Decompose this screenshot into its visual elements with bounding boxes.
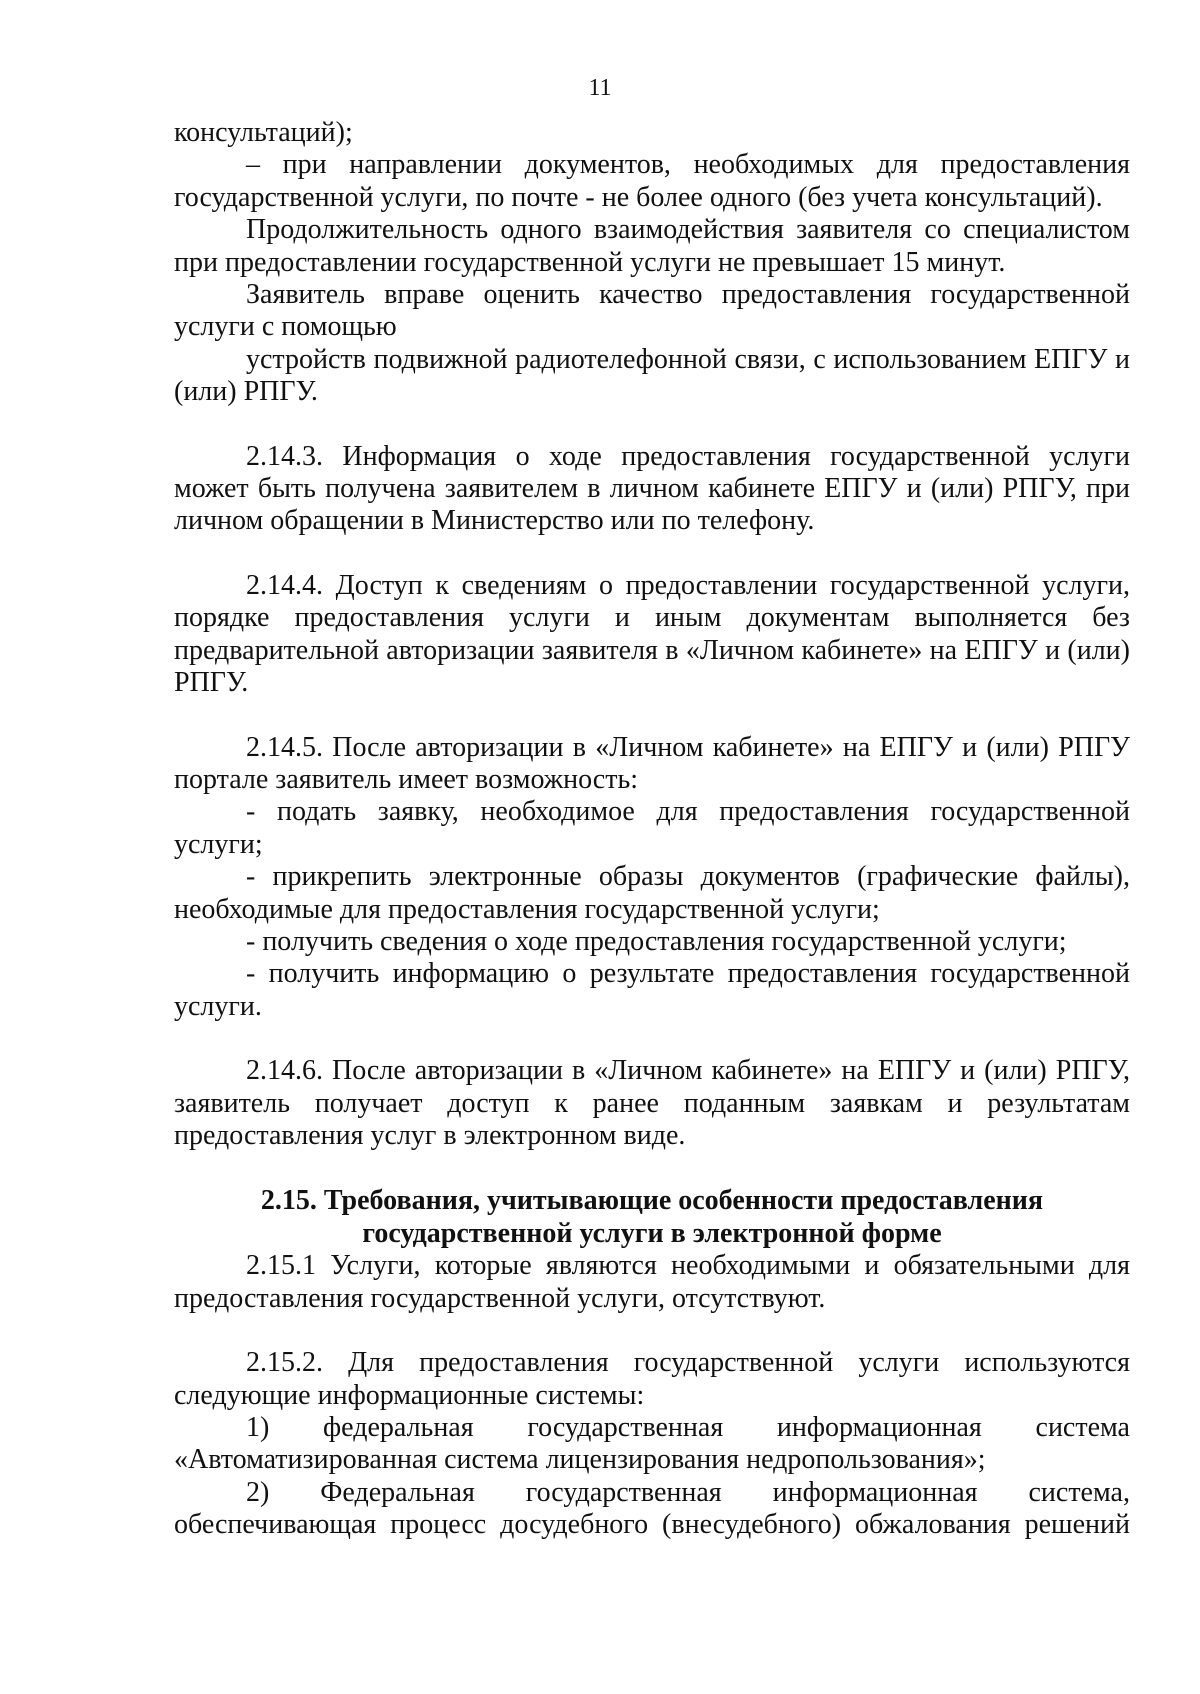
paragraph: – при направлении документов, необходимых для предоставления государственной услуги, по почте - не более одного (без учета консультаций). <box>174 149 1130 213</box>
section-heading-line: государственной услуги в электронной форме <box>362 1218 942 1250</box>
list-item: - прикрепить электронные образы документов (графические файлы), необходимые для предоставления государственной услуги; <box>174 861 1130 925</box>
paragraph-2-14-5: 2.14.5. После авторизации в «Личном кабинете» на ЕПГУ и (или) РПГУ портале заявитель имеет возможность: <box>174 731 1130 795</box>
section-heading-line: 2.15. Требования, учитывающие особенности предоставления <box>260 1185 1044 1217</box>
paragraph-2-14-3: 2.14.3. Информация о ходе предоставления государственной услуги может быть получена заявителем в личном кабинете ЕПГУ и (или) РПГУ, при личном обращении в Министерство или по телефону. <box>174 440 1130 537</box>
word: 2) <box>246 1476 270 1508</box>
list-item-1-continuation: «Автоматизированная система лицензирования недропользования»; <box>174 1444 986 1476</box>
paragraph: устройств подвижной радиотелефонной связи, с использованием ЕПГУ и (или) РПГУ. <box>174 343 1130 408</box>
word: Федеральная <box>320 1476 475 1508</box>
list-item: - подать заявку, необходимое для предоставления государственной услуги; <box>174 796 1130 860</box>
word: система, <box>1028 1476 1130 1508</box>
word: государственная <box>525 1476 722 1508</box>
word: 1) <box>246 1412 270 1443</box>
word: информационная <box>776 1412 982 1443</box>
paragraph-2-15-2: 2.15.2. Для предоставления государственной услуги используются следующие информационные системы: <box>174 1347 1130 1411</box>
paragraph: Заявитель вправе оценить качество предоставления государственной услуги с помощью <box>174 279 1130 343</box>
list-item-1-first-line <box>174 1412 1130 1444</box>
document-body <box>174 117 1130 1542</box>
page-number: 11 <box>588 75 612 101</box>
paragraph-2-15-1: 2.15.1 Услуги, которые являются необходимыми и обязательными для предоставления государственной услуги, отсутствуют. <box>174 1250 1130 1314</box>
paragraph: консультаций); <box>174 117 353 148</box>
list-item: - получить сведения о ходе предоставления государственной услуги; <box>246 925 1067 957</box>
paragraph-2-14-4: 2.14.4. Доступ к сведениям о предоставлении государственной услуги, порядке предоставления услуги и иным документам выполняется без предварительной авторизации заявителя в «Личном кабинете» на ЕПГУ и (или) РПГУ. <box>174 569 1130 699</box>
list-item-2-first-line <box>174 1477 1130 1509</box>
list-item: - получить информацию о результате предоставления государственной услуги. <box>174 958 1130 1022</box>
list-item-2-continuation: обеспечивающая процесс досудебного (внесудебного) обжалования решений <box>174 1509 1130 1541</box>
paragraph: Продолжительность одного взаимодействия заявителя со специалистом при предоставлении государственной услуги не превышает 15 минут. <box>174 214 1130 278</box>
word: система <box>1035 1412 1130 1443</box>
section-heading <box>174 1184 1130 1250</box>
word: информационная <box>772 1476 978 1508</box>
paragraph-2-14-6: 2.14.6. После авторизации в «Личном кабинете» на ЕПГУ и (или) РПГУ, заявитель получает доступ к ранее поданным заявкам и результатам предоставления услуг в электронном виде. <box>174 1055 1130 1151</box>
word: государственная <box>527 1412 724 1443</box>
word: федеральная <box>323 1412 474 1443</box>
